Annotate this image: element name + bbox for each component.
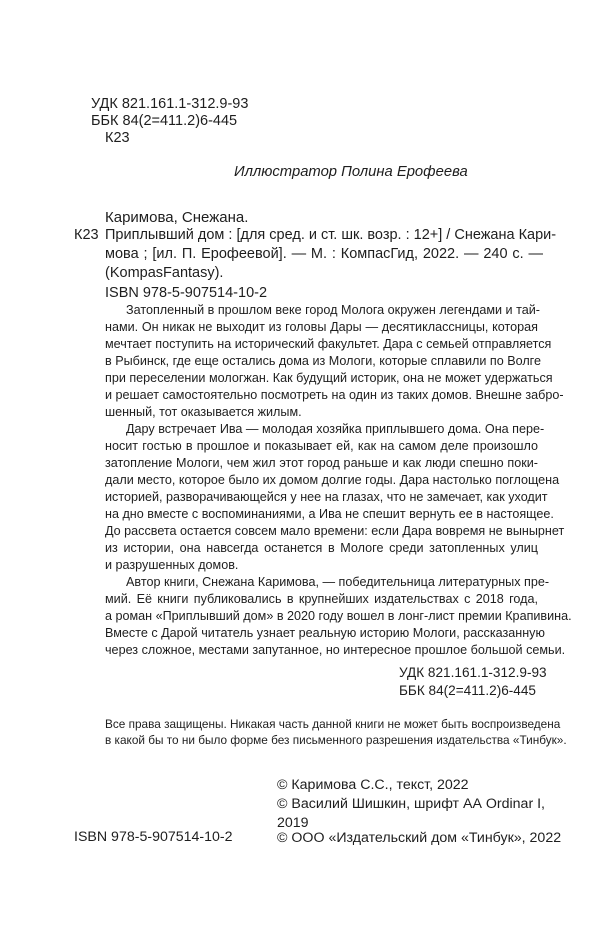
annotation-line: Вместе с Дарой читатель узнает реальную историю Мологи, рассказанную <box>105 626 545 640</box>
annotation-line: затопление Мологи, чем жил этот город раньше и как люди спешно поки- <box>105 456 538 470</box>
annotation-line: при переселении мологжан. Как будущий историк, она не может удержаться <box>105 371 553 385</box>
bib-line-2: мова ; [ил. П. Ерофеевой]. — М. : КомпасГид, 2022. — 240 с. — <box>105 246 543 262</box>
bib-line-1: Приплывший дом : [для сред. и ст. шк. возр. : 12+] / Снежана Кари- <box>105 227 557 243</box>
annotation-line: в Рыбинск, где еще остались дома из Мологи, которые сплавили по Волге <box>105 354 541 368</box>
annotation-line: дали место, которое было их домом долгие годы. Дара настолько поглощена <box>105 473 560 487</box>
author-mark-side: К23 <box>74 227 99 243</box>
annotation-line: Дару встречает Ива — молодая хозяйка приплывшего дома. Она пере- <box>126 422 545 436</box>
annotation-line: Затопленный в прошлом веке город Молога окружен легендами и тай- <box>126 303 540 317</box>
annotation-line: носит гостью в прошлое и показывает ей, как на самом деле произошло <box>105 439 538 453</box>
author-heading: Каримова, Снежана. <box>105 209 249 226</box>
annotation-line: из истории, она навсегда останется в Мологе среди затопленных улиц <box>105 541 538 555</box>
copyright-line: © ООО «Издательский дом «Тинбук», 2022 <box>277 830 562 846</box>
copyright-line: © Василий Шишкин, шрифт АА Ordinar I, <box>277 796 545 812</box>
bib-line-3: (KompasFantasy). <box>105 265 224 281</box>
annotation-line: До рассвета остается совсем мало времени: если Дара вовремя не вынырнет <box>105 524 565 538</box>
rights-line: Все права защищены. Никакая часть данной книги не может быть воспроизведена <box>105 717 561 731</box>
annotation-line: шенный, тот оказывается жилым. <box>105 405 302 419</box>
bbk-code-bottom: ББК 84(2=411.2)6-445 <box>399 683 536 698</box>
annotation-line: и разрушенных домов. <box>105 558 239 572</box>
udk-code-bottom: УДК 821.161.1-312.9-93 <box>399 665 547 680</box>
udk-code-top: УДК 821.161.1-312.9-93 <box>91 96 249 112</box>
copyright-line: © Каримова С.С., текст, 2022 <box>277 777 469 793</box>
illustrator-credit: Иллюстратор Полина Ерофеева <box>234 164 468 180</box>
annotation-line: и решает самостоятельно посмотреть на один из таких домов. Внешне забро- <box>105 388 564 402</box>
annotation-line: через сложное, местами запутанное, но интересное прошлое большой семьи. <box>105 643 566 657</box>
bbk-code-top: ББК 84(2=411.2)6-445 <box>91 113 238 129</box>
annotation-line: мий. Её книги публиковались в крупнейших издательствах с 2018 года, <box>105 592 538 606</box>
annotation-line: на дно вместе с воспоминаниями, а Ива не спешит вернуть ее в настоящее. <box>105 507 554 521</box>
annotation-line: Автор книги, Снежана Каримова, — победительница литературных пре- <box>126 575 550 589</box>
annotation-line: нами. Он никак не выходит из головы Дары — десятиклассницы, которая <box>105 320 538 334</box>
annotation-line: историей, разворачивающейся у нее на глазах, что не замечает, как уходит <box>105 490 548 504</box>
author-mark-top: К23 <box>105 130 130 146</box>
copyright-line: 2019 <box>277 815 309 831</box>
annotation-line: а роман «Приплывший дом» в 2020 году вошел в лонг-лист премии Крапивина. <box>105 609 572 623</box>
isbn-line: ISBN 978-5-907514-10-2 <box>105 285 268 301</box>
isbn-bottom: ISBN 978-5-907514-10-2 <box>74 829 233 845</box>
rights-line: в какой бы то ни было форме без письменного разрешения издательства «Тинбук». <box>105 733 567 747</box>
annotation-line: мечтает поступить на исторический факультет. Дара с семьей отправляется <box>105 337 552 351</box>
